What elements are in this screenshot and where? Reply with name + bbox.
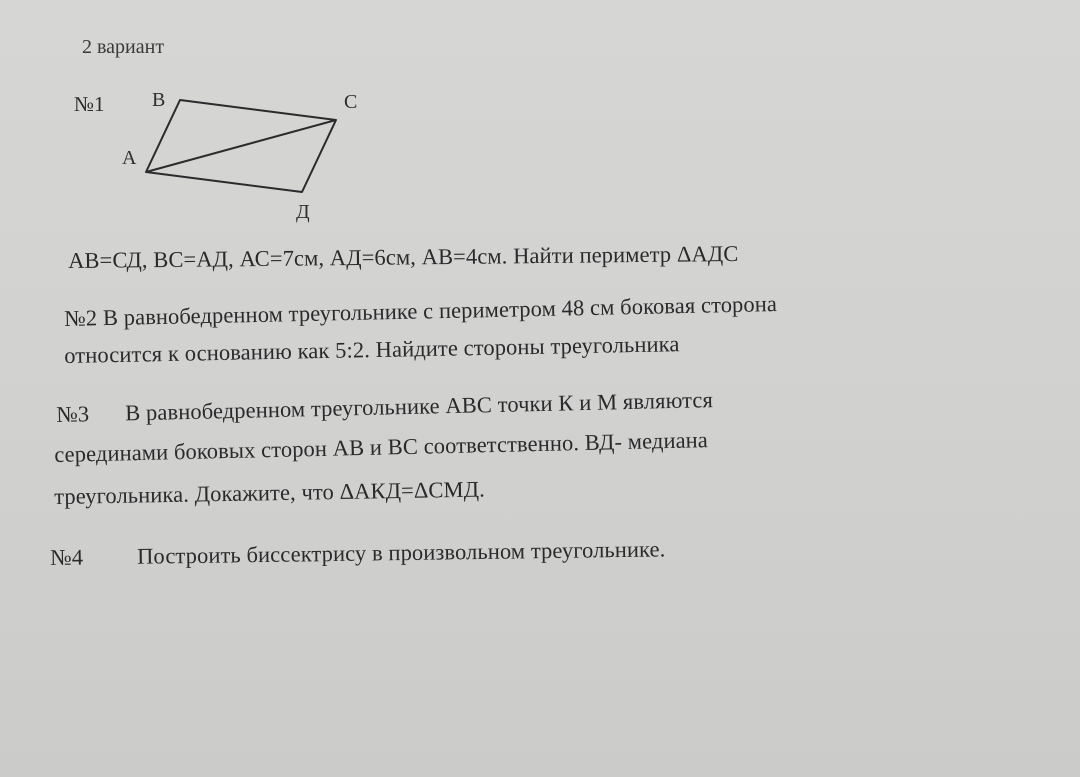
vertex-b-label: В xyxy=(152,89,166,111)
variant-title: 2 вариант xyxy=(82,36,165,58)
vertex-c-label: С xyxy=(344,91,358,113)
vertex-a-label: А xyxy=(122,147,137,169)
task3-number: №3 xyxy=(56,401,90,427)
vertex-d-label: Д xyxy=(296,201,310,223)
parallelogram-figure xyxy=(110,80,390,230)
task4-line xyxy=(50,536,666,571)
task2-text-2: относится к основанию как 5:2. Найдите стороны треугольника xyxy=(64,331,680,368)
task3-line-1 xyxy=(56,387,713,428)
diagonal-ac xyxy=(146,120,336,172)
task1-text: АВ=СД, ВС=АД, АС=7см, АД=6см, АВ=4см. Найти периметр ΔАДС xyxy=(68,240,739,273)
task3-text-1: В равнобедренном треугольнике АВС точки К и М являются xyxy=(124,387,714,426)
task2-text-1: В равнобедренном треугольнике с периметром 48 см боковая сторона xyxy=(102,291,778,331)
task2-number: №2 xyxy=(64,305,98,331)
task3-text-2: серединами боковых сторон АВ и ВС соответственно. ВД- медиана xyxy=(54,427,709,467)
task3-text-3: треугольника. Докажите, что ΔАКД=ΔСМД. xyxy=(54,476,486,509)
task1-number: №1 xyxy=(74,92,105,116)
task4-number: №4 xyxy=(50,544,84,570)
task2-line-1 xyxy=(64,291,777,332)
task4-text: Построить биссектрису в произвольном треугольнике. xyxy=(136,536,666,569)
